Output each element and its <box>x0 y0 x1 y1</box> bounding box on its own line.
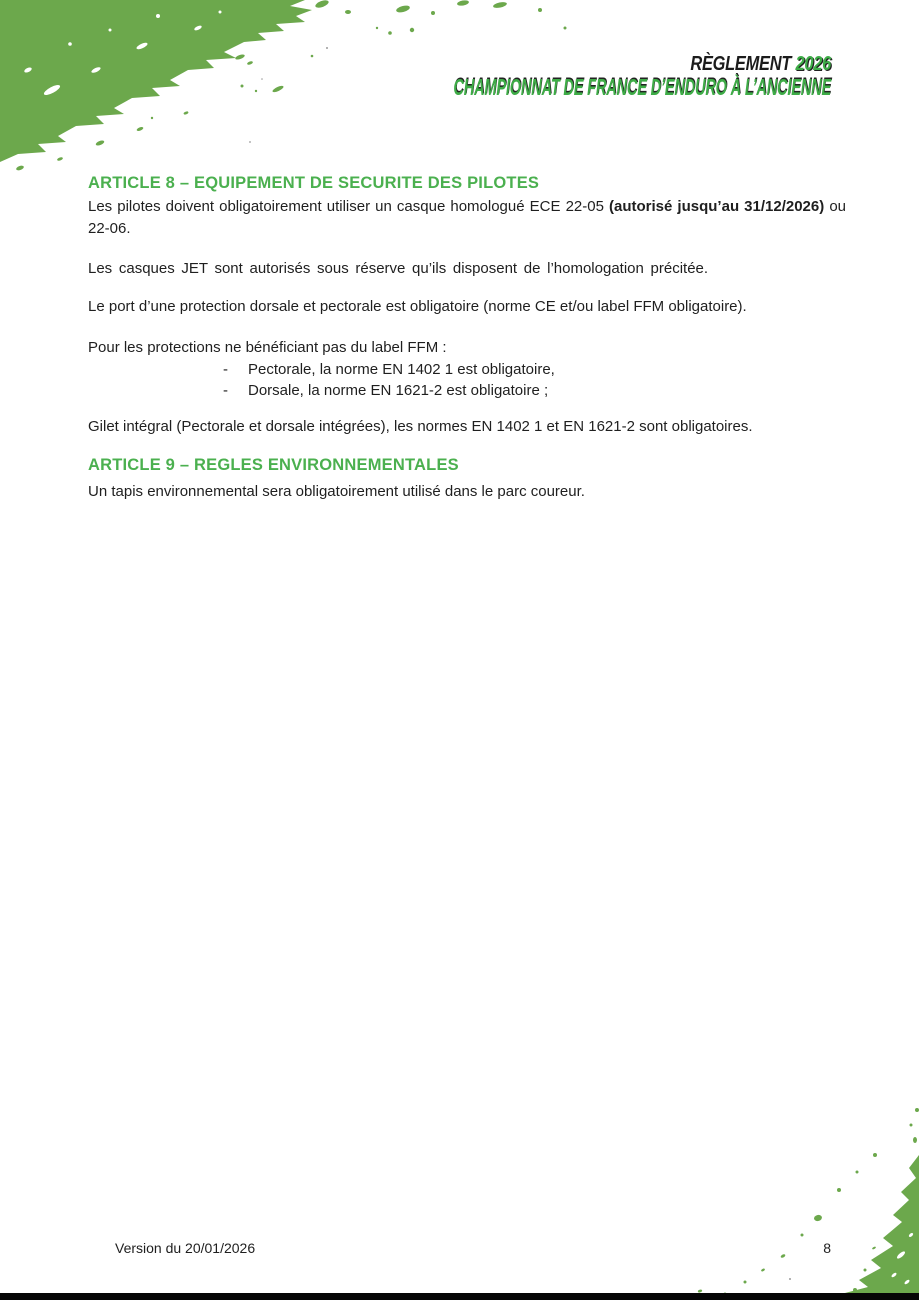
bullet-dash: - <box>223 382 228 399</box>
title-reglement-text: RÈGLEMENT <box>690 52 792 75</box>
bullet-text: Pectorale, la norme EN 1402 1 est obligatoire, <box>248 360 555 378</box>
page-number: 8 <box>823 1240 831 1256</box>
title-championnat-line: CHAMPIONNAT DE FRANCE D’ENDURO À L’ANCIENNE <box>453 74 831 100</box>
article8-paragraph-jet: Les casques JET sont autorisés sous réserve qu’ils disposent de l’homologation précitée. <box>88 260 709 277</box>
article8-paragraph-helmet <box>88 196 846 239</box>
article9-paragraph-tapis: Un tapis environnemental sera obligatoirement utilisé dans le parc coureur. <box>88 483 585 500</box>
title-reglement-line <box>344 52 831 75</box>
paragraph-text: ou 22-06. <box>88 198 847 237</box>
paragraph-bold-text: (autorisé jusqu’au 31/12/2026) <box>609 198 825 215</box>
article8-heading: ARTICLE 8 – EQUIPEMENT DE SECURITE DES PILOTES <box>88 174 540 192</box>
bullet-dash: - <box>223 360 228 378</box>
bullet-text: Dorsale, la norme EN 1621-2 est obligatoire ; <box>248 382 549 399</box>
bottom-edge-bar <box>0 1293 919 1300</box>
article8-paragraph-protection: Le port d’une protection dorsale et pectorale est obligatoire (norme CE et/ou label FFM obligatoire). <box>88 297 747 315</box>
article8-paragraph-gilet: Gilet intégral (Pectorale et dorsale intégrées), les normes EN 1402 1 et EN 1621-2 sont obligatoires. <box>88 417 753 435</box>
article9-heading: ARTICLE 9 – REGLES ENVIRONNEMENTALES <box>88 456 459 474</box>
footer-version-text: Version du 20/01/2026 <box>115 1240 256 1256</box>
header-brush-decoration <box>0 0 620 200</box>
footer-brush-decoration <box>669 1100 919 1300</box>
paragraph-text: Les pilotes doivent obligatoirement utiliser un casque homologué ECE 22-05 <box>88 198 610 215</box>
document-header-title <box>222 52 831 99</box>
bullet-list <box>88 359 846 402</box>
title-year-text: 2026 <box>795 52 831 75</box>
article8-paragraph-label-ffm-intro: Pour les protections ne bénéficiant pas du label FFM : <box>88 339 447 356</box>
document-content <box>88 174 846 503</box>
list-item <box>88 359 846 381</box>
list-item <box>88 380 846 402</box>
